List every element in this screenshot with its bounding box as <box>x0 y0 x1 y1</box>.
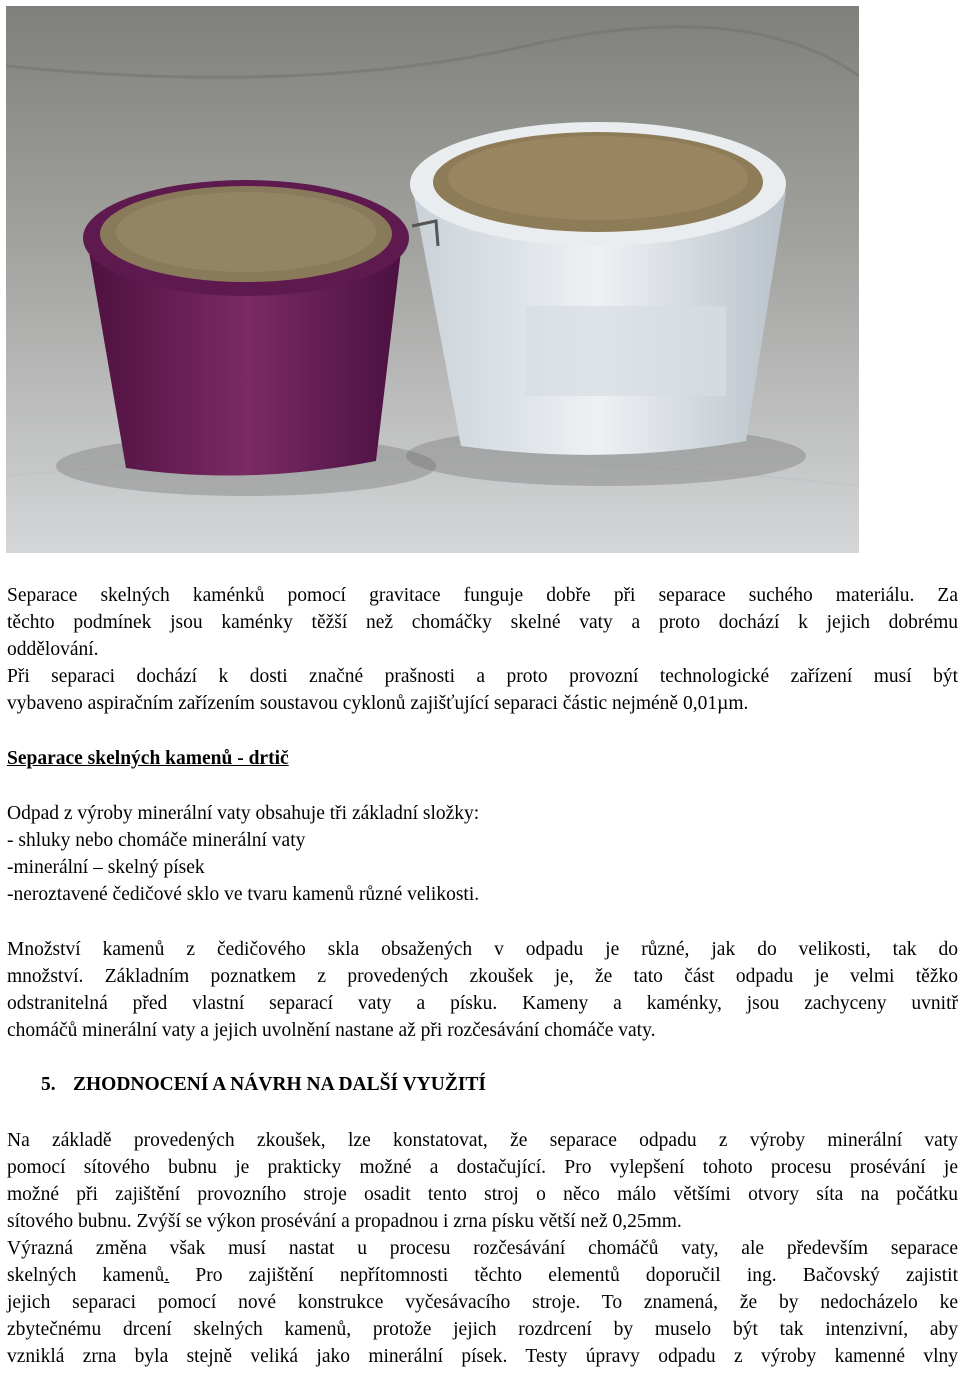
section-title <box>7 745 958 772</box>
components-intro: Odpad z výroby minerální vaty obsahuje tři základní složky: <box>7 803 480 824</box>
conclusion-line: pomocí sítového bubnu je prakticky možné a dostačující. Pro vylepšení tohoto procesu prosévání je <box>7 1157 958 1178</box>
conclusion-line: vzniklá zrna byla stejně veliká jako minerální písek. Testy úpravy odpadu z výroby kamenné vlny <box>7 1346 958 1367</box>
components-item: -neroztavené čedičové sklo ve tvaru kamenů různé velikosti. <box>7 884 480 905</box>
chapter-number: 5. <box>41 1074 56 1095</box>
section-title-text: Separace skelných kamenů - drtič <box>7 748 289 769</box>
intro-line: vybaveno aspiračním zařízením soustavou cyklonů zajišťující separaci částic nejméně 0,01µm. <box>7 693 749 714</box>
conclusion-line <box>7 1262 958 1289</box>
conclusion-line: možné při zajištění provozního stroje osadit tento stroj o něco málo většími otvory síta na počátku <box>7 1184 958 1205</box>
conclusion-line: Na základě provedených zkoušek, lze konstatovat, že separace odpadu z výroby minerální vaty <box>7 1130 958 1151</box>
buckets-photo <box>6 6 859 553</box>
chapter-title: ZHODNOCENÍ A NÁVRH NA DALŠÍ VYUŽITÍ <box>73 1074 487 1095</box>
conclusion-line: Výrazná změna však musí nastat u procesu rozčesávání chomáčů vaty, ale především separace <box>7 1238 958 1259</box>
conclusion-line: sítového bubnu. Zvýší se výkon prosévání a propadnou i zrna písku větší než 0,25mm. <box>7 1211 682 1232</box>
stones-line: chomáčů minerální vaty a jejich uvolnění nastane až při rozčesávání chomáče vaty. <box>7 1020 656 1041</box>
components-item: -minerální – skelný písek <box>7 857 205 878</box>
stones-line: odstranitelná před vlastní separací vaty a písku. Kameny a kaménky, jsou zachyceny uvnitř <box>7 993 958 1014</box>
components-list <box>7 800 958 908</box>
conclusion-paragraph <box>7 1127 958 1370</box>
stones-line: množství. Základním poznatkem z provedených zkoušek je, že tato část odpadu je velmi těžko <box>7 966 958 987</box>
intro-line: Separace skelných kaménků pomocí gravitace funguje dobře při separace suchého materiálu. Za <box>7 585 958 606</box>
chapter-heading <box>7 1071 958 1098</box>
conclusion-line: zbytečnému drcení skelných kamenů, protože jejich rozdrcení by muselo být tak intenzivní, aby <box>7 1319 958 1340</box>
intro-line: Při separaci dochází k dosti značné prašnosti a proto provozní technologické zařízení musí být <box>7 666 958 687</box>
stones-line: Množství kamenů z čedičového skla obsažených v odpadu je různé, jak do velikosti, tak do <box>7 939 958 960</box>
conclusion-line: jejich separaci pomocí nové konstrukce vyčesávacího stroje. To znamená, že by nedocházelo ke <box>7 1292 958 1313</box>
intro-line: těchto podmínek jsou kaménky těžší než chomáčky skelné vaty a proto dochází k jejich dobrému <box>7 612 958 633</box>
components-item: - shluky nebo chomáče minerální vaty <box>7 830 306 851</box>
intro-paragraph <box>7 582 958 717</box>
underlined-period: . <box>164 1265 170 1286</box>
stones-paragraph <box>7 936 958 1044</box>
conclusion-text: Pro zajištění nepřítomnosti těchto elementů doporučil ing. Bačovský zajistit <box>169 1265 958 1286</box>
conclusion-text: skelných kamenů <box>7 1265 165 1286</box>
intro-line: oddělování. <box>7 639 99 660</box>
